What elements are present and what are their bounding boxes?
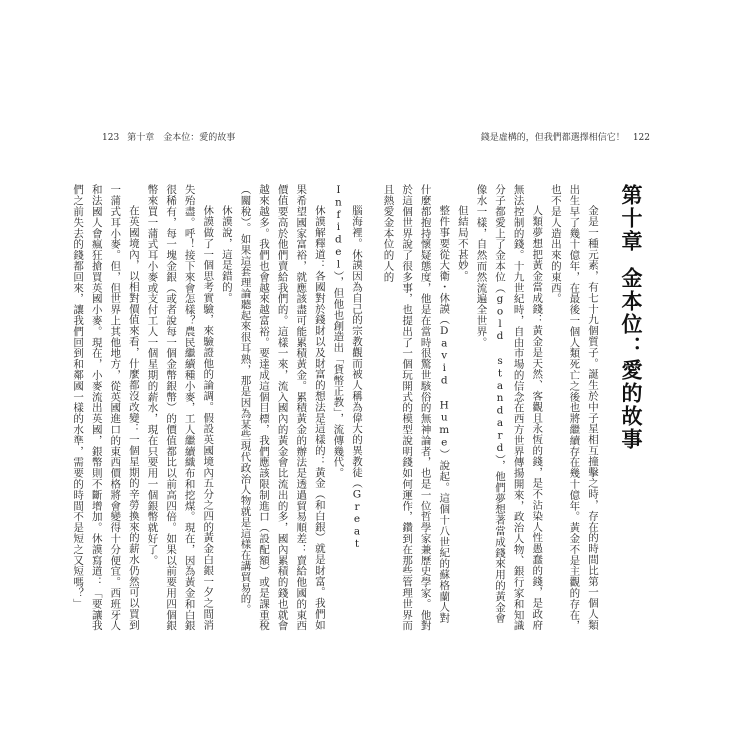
- left-paragraph: 休謨解釋道：各國對於錢財以及財富的想法是這樣的：黃金（和白銀）就是財富。我們如果希望國家富裕，就應該盡可能累積黃金。累積黃金的辦法是透過貿易順差：賣給他國的東西價值要高於他們賣給我們的。這樣一來，流入國內的黃金會比流出的多，國內累積的錢也就會越來越多。我們也會越來越富裕。要達成這個目標，我們應該限制進口（設配額）或是課重稅（關稅）。如果這套理論聽起來很耳熟，那是因為某些現代政治人物就是這樣在講貿易的。: [239, 184, 326, 631]
- left-page: [72, 128, 374, 638]
- right-paragraph: 整件事要從大衛・休謨（David Hume）說起。這個十八世紀的蘇格蘭人對什麼都抱持懷疑態度，他是在當時很驚世駭俗的無神論者，也是一位哲學家兼歷史學家。他對於這個世界說了很多事，也提出了一個玩開式的模型說明錢如何運作，鑽到在那些管理世界而且熱愛金本位的人的: [382, 184, 451, 631]
- left-page-number: 123: [102, 133, 120, 143]
- right-page-header: [473, 132, 650, 144]
- left-page-header: [102, 132, 243, 144]
- left-paragraph: 在英國境內，以相對價值來看，什麼都沒改變：一個星期的辛勞換來的薪水仍然可以買到一蒲式耳小麥。但，但世界上其他地方，從英國進口的東西價格將會變得十分便宜。西班牙人和法國人會瘋狂搶買英國小麥。現在，小麥流出英國，銀幣則不斷增加。休謨寫道：「要讓我們之前失去的錢都回來，讓我們回到和鄰國一樣的水準，需要的時間不是短之又短嗎？」: [72, 184, 140, 631]
- right-paragraph: 人類夢想把黃金當成錢：黃金是天然、客觀且永恆的錢，是不沾染人性愚蠢的錢，是政府無法控制的錢。十九世紀時，自由市場的信念在西方世界傳揚開來，政治人物、銀行家和知識分子都愛上了金本位（gold standard），他們夢想著當成錢來用的黃金會像水一樣，自然而然流遍全世界。: [475, 184, 544, 631]
- right-running-head: 錢是虛構的，但我們都選擇相信它！: [480, 133, 625, 143]
- left-paragraph: 休謨做了一個思考實驗，來驗證他的論調。假設英國境內五分之四的黃金白銀一夕之間消失殆盡。呼！接下來會怎樣？農民繼續種小麥，工人繼續織布和挖煤。現在，因為黃金和白銀很稀有，每一塊金銀（或者說每一個金幣銀幣）的價值都比以前高四倍。如果以前要用四個銀幣來買一蒲式耳小麥或支付工人一個星期的薪水，現在只要用一個銀幣就好了。: [146, 184, 215, 631]
- right-page-number: 122: [632, 133, 650, 143]
- right-page-body: [382, 184, 602, 634]
- right-paragraph: 但結局不甚妙。: [456, 205, 469, 282]
- right-page: [378, 128, 656, 638]
- right-paragraph: 金是一種元素，有七十九個質子。誕生於中子星相互撞擊之時，存在的時間比第一個人類出生早了幾十億年，在最後一個人類死亡之後也將繼續存在幾十億年。黃金不是主觀的存在，也不是人造出來的東西。: [549, 184, 599, 631]
- left-page-body: [72, 184, 366, 634]
- chapter-number: 第十章: [619, 184, 643, 253]
- left-paragraph: 腦海裡。休謨因為自己的宗教觀而被人稱為偉大的異教徒（Great Infidel），但他也創造出「貨幣正教」，流傳幾代。: [332, 184, 363, 551]
- chapter-title: [612, 184, 646, 514]
- left-running-head: 第十章 金本位：愛的故事: [127, 133, 236, 143]
- left-paragraph: 休謨說，這是錯的。: [220, 205, 233, 304]
- chapter-title-text: 金本位：愛的故事: [619, 267, 643, 451]
- book-spread: [72, 128, 656, 638]
